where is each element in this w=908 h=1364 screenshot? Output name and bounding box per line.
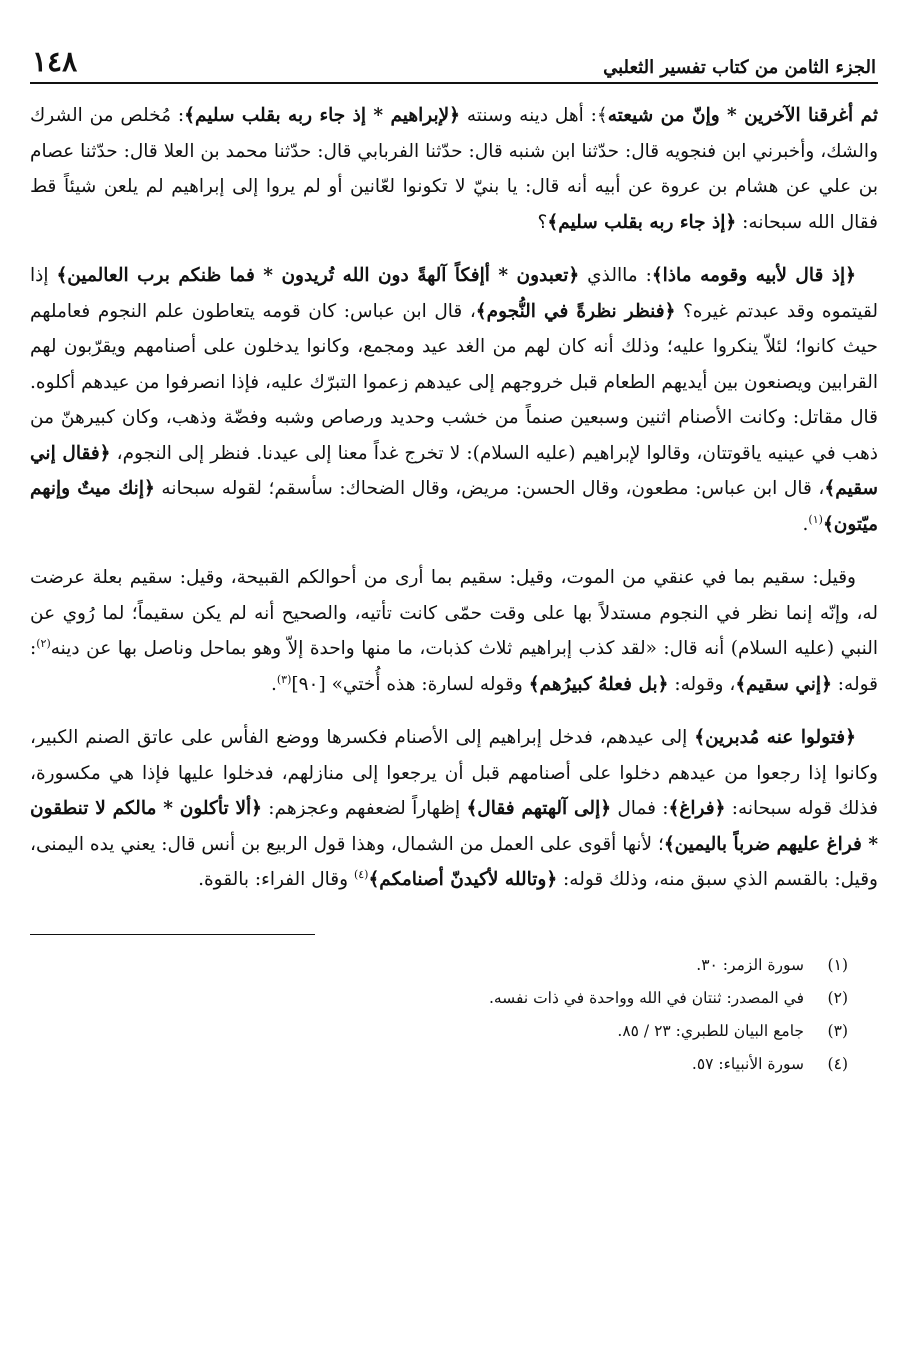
- paragraph: [30, 720, 878, 898]
- quran-verse: ﴿إني سقيم﴾: [735, 673, 832, 695]
- footnote: [30, 1048, 848, 1081]
- quran-verse: ﴿فقال إني سقيم﴾: [30, 442, 879, 499]
- footnote-number: (٤): [827, 1054, 848, 1073]
- quran-verse: ﴿إلى آلهتهم فقال﴾: [466, 798, 612, 819]
- footnotes: [30, 949, 848, 1081]
- footnote-number: (١): [827, 955, 848, 974]
- footnote-ref[interactable]: (١): [808, 512, 823, 526]
- text-segment: : مُخلص من الشرك والشك، وأخبرني ابن فنجويه قال: حدّثنا ابن شنبه قال: حدّثنا الفربابي قال: حدّثنا محمد بن العلا قال: حدّثنا عصام بن علي عن هشام بن عروة عن أبيه أنه قال: يا بنيّ لا تكونوا لعّانين أو لم يروا إلى إبراهيم لم يلعن شيئاً قط فقال الله سبحانه:: [30, 105, 878, 233]
- page-header: [30, 38, 878, 84]
- quran-verse: ﴿لإبراهيم * إذ جاء ربه بقلب سليم﴾: [184, 105, 460, 126]
- text-segment: : ماالذي: [579, 265, 652, 286]
- text-segment: : فمال: [611, 798, 669, 819]
- quran-verse: ﴿إنك ميتٌ وإنهم ميّتون﴾: [30, 478, 878, 535]
- body-text: [30, 98, 878, 898]
- book-page: [30, 38, 878, 1081]
- footnote-ref[interactable]: (٢): [36, 636, 51, 650]
- text-segment: ، قال ابن عباس: كان قومه يتعاطون علم النجوم فعاملهم حيث كانوا؛ لئلاّ ينكروا عليه؛ وذلك أنه كان لهم من الغد عيد ومجمع، وكانوا يدخلون على أصنامهم ويقرّبون لهم القرابين ويصنعون بين أيديهم الطعام قبل خروجهم إلى عيدهم زعموا التبرّك عليه، فإذا انصرفوا من عيدهم أكلوه. قال مقاتل: وكانت الأصنام اثنين وسبعين صنماً من خشب وحديد ورصاص وشبه وفضّة وذهب، وكان كبيرهنّ من ذهب في عينيه ياقوتتان، وقالوا لإبراهيم (عليه السلام): لا تخرج غداً معنا إلى عيدنا. فنظر إلى النجوم،: [30, 300, 878, 464]
- quran-verse: ﴿فتولوا عنه مُدبرين﴾: [694, 727, 856, 748]
- quran-verse: ﴿فنظر نظرةً في النُّجوم﴾: [475, 300, 676, 322]
- text-segment: .: [270, 673, 277, 695]
- page-number: ١٤٨: [32, 45, 78, 78]
- paragraph: [30, 98, 878, 240]
- text-segment: وقوله لسارة: هذه أُختي» [٩٠]: [291, 673, 529, 695]
- footnote: [30, 982, 848, 1015]
- quran-verse: ﴿تعبدون * أإفكاً آلهةً دون الله تُريدون * فما ظنكم برب العالمين﴾: [56, 265, 580, 286]
- footnote: [30, 1015, 848, 1048]
- text-segment: : قوله:: [30, 638, 878, 695]
- text-segment: وقيل: سقيم بما في عنقي من الموت، وقيل: سقيم بما أرى من أحوالكم القبيحة، وقيل: سقيم بعلة عرضت له، وإنّه إنما نظر في النجوم مستدلاً بها على وقت حمّى كانت تأتيه، والصحيح أنه لم يكن سقيماً؛ لما رُوي عن النبي (عليه السلام) أنه قال: «لقد كذب إبراهيم ثلاث كذبات، ما منها واحدة إلاّ وهو بماحل وناصل بها عن دينه: [30, 567, 878, 659]
- running-title: الجزء الثامن من كتاب تفسير الثعلبي: [603, 57, 876, 78]
- footnote: [30, 949, 848, 982]
- footnote-number: (٣): [827, 1021, 848, 1040]
- text-segment: ، وقوله:: [668, 673, 736, 695]
- footnote-ref[interactable]: (٣): [276, 672, 292, 686]
- footnote-number: (٢): [827, 988, 848, 1007]
- text-segment: ؛ لأنها أقوى على العمل من الشمال، وهذا قول الربيع بن أنس قال: يعني يده اليمنى، وقيل: بالقسم الذي سبق منه، وذلك قوله:: [29, 833, 878, 890]
- text-segment: إذا لقيتموه وقد عبدتم غيره؟: [30, 265, 878, 322]
- text-segment: .: [802, 513, 809, 535]
- quran-verse: ﴿ألا تأكلون * مالكم لا تنطقون * فراغ عليهم ضرباً باليمين﴾: [30, 798, 878, 855]
- quran-verse: ﴿فراغ﴾: [668, 798, 726, 819]
- text-segment: إلى عيدهم، فدخل إبراهيم إلى الأصنام فكسرها ووضع الفأس على عاتق الصنم الكبير، وكانوا إذا رجعوا من عيدهم دخلوا على أصنامهم قبل أن يرجعوا إلى منازلهم، فدخلوا عليها فإذا هي مكسورة، فذلك قوله سبحانه:: [30, 727, 878, 819]
- text-segment: ، قال ابن عباس: مطعون، وقال الحسن: مريض، وقال الضحاك: سأسقم؛ لقوله سبحانه: [154, 478, 825, 499]
- quran-verse: ثم أغرقنا الآخرين * وإنّ من شيعته: [607, 105, 878, 126]
- footnote-divider: [30, 934, 315, 935]
- text-segment: ؟: [537, 211, 548, 233]
- footnote-text: جامع البيان للطبري: ٢٣ / ٨٥.: [617, 1021, 804, 1040]
- text-segment: وقال الفراء: بالقوة.: [198, 869, 354, 890]
- quran-verse: ﴿بل فعلهُ كبيرُهم﴾: [528, 673, 669, 695]
- footnote-ref[interactable]: (٤): [353, 867, 369, 881]
- quran-verse: ﴿إذ جاء ربه بقلب سليم﴾: [547, 211, 737, 233]
- text-segment: إظهاراً لضعفهم وعجزهم:: [261, 798, 467, 819]
- quran-verse: ﴿وتالله لأكيدنّ أصنامكم﴾: [368, 869, 558, 890]
- footnote-text: سورة الأنبياء: ٥٧.: [691, 1054, 804, 1073]
- paragraph: [30, 560, 878, 702]
- paragraph: [30, 258, 878, 542]
- text-segment: ﴾: أهل دينه وسنته: [459, 105, 608, 126]
- footnote-text: في المصدر: ثنتان في الله وواحدة في ذات نفسه.: [488, 988, 804, 1007]
- quran-verse: ﴿إذ قال لأبيه وقومه ماذا﴾: [651, 265, 856, 286]
- footnote-text: سورة الزمر: ٣٠.: [696, 955, 804, 974]
